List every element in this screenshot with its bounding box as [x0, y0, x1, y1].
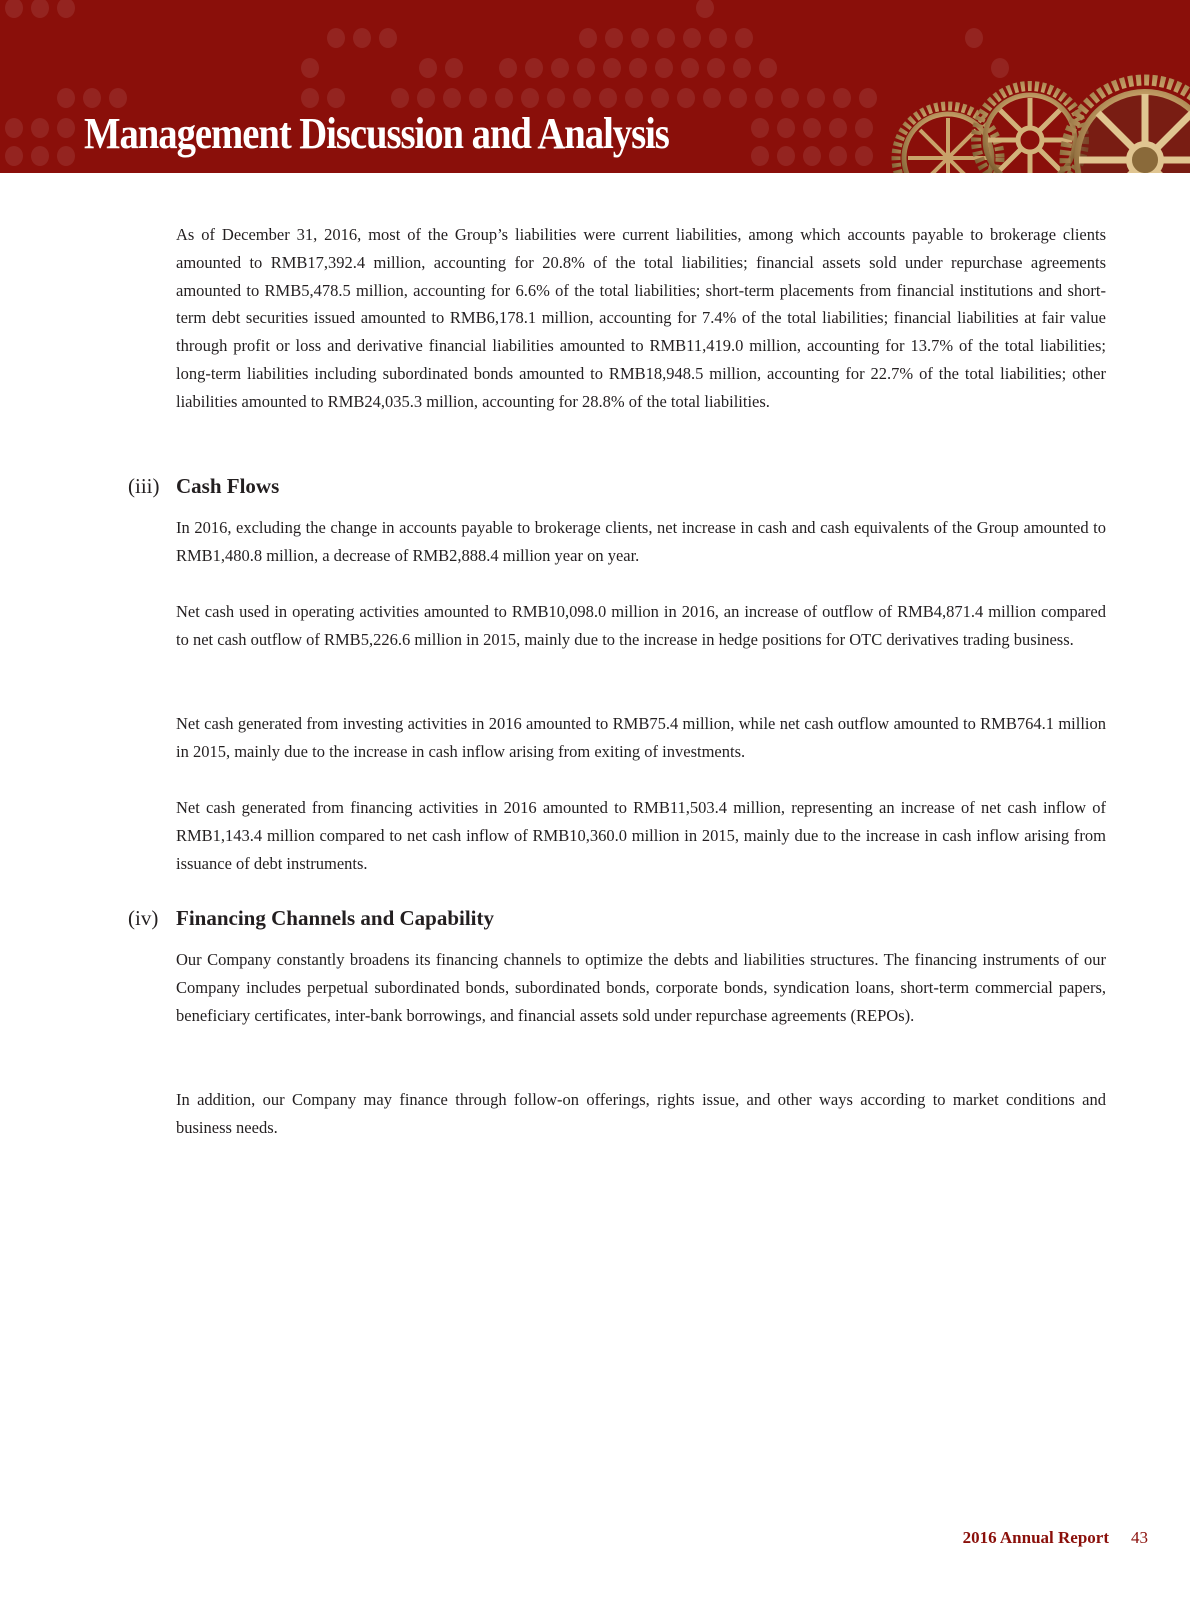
- cash-flows-paragraph-2: Net cash used in operating activities amounted to RMB10,098.0 million in 2016, an increase of outflow of RMB4,871.4 million compared to net cash outflow of RMB5,226.6 million in 2015, mainly due to the increase in hedge positions for OTC derivatives trading business.: [176, 602, 1106, 649]
- section-heading-cash-flows: [128, 474, 279, 499]
- liabilities-paragraph: As of December 31, 2016, most of the Group’s liabilities were current liabilities, among which accounts payable to brokerage clients amounted to RMB17,392.4 million, accounting for 20.8% of the total liabilities; financial assets sold under repurchase agreements amounted to RMB5,478.5 million, accounting for 6.6% of the total liabilities; short-term placements from financial institutions and short-term debt securities issued amounted to RMB6,178.1 million, accounting for 7.4% of the total liabilities; financial liabilities at fair value through profit or loss and derivative financial liabilities amounted to RMB11,419.0 million, accounting for 13.7% of the total liabilities; long-term liabilities including subordinated bonds amounted to RMB18,948.5 million, accounting for 22.7% of the total liabilities; other liabilities amounted to RMB24,035.3 million, accounting for 28.8% of the total liabilities.: [176, 225, 1106, 411]
- page-number: 43: [1131, 1528, 1148, 1547]
- section-number: (iv): [128, 906, 159, 930]
- page-footer: [963, 1528, 1148, 1548]
- section-number: (iii): [128, 474, 160, 498]
- section-heading-financing-channels: [128, 906, 494, 931]
- cash-flows-paragraph-3: Net cash generated from investing activities in 2016 amounted to RMB75.4 million, while net cash outflow amounted to RMB764.1 million in 2015, mainly due to the increase in cash inflow arising from exiting of investments.: [176, 714, 1106, 761]
- financing-channels-paragraph-1: Our Company constantly broadens its financing channels to optimize the debts and liabilities structures. The financing instruments of our Company includes perpetual subordinated bonds, subordinated bonds, corporate bonds, syndication loans, short-term commercial papers, beneficiary certificates, inter-bank borrowings, and financial assets sold under repurchase agreements (REPOs).: [176, 950, 1106, 1025]
- cash-flows-paragraph-1: In 2016, excluding the change in accounts payable to brokerage clients, net increase in cash and cash equivalents of the Group amounted to RMB1,480.8 million, a decrease of RMB2,888.4 million year on year.: [176, 518, 1106, 565]
- financing-channels-paragraph-2: In addition, our Company may finance through follow-on offerings, rights issue, and other ways according to market conditions and business needs.: [176, 1090, 1106, 1137]
- cash-flows-paragraph-4: Net cash generated from financing activities in 2016 amounted to RMB11,503.4 million, representing an increase of net cash inflow of RMB1,143.4 million compared to net cash inflow of RMB10,360.0 million in 2015, mainly due to the increase in cash inflow arising from issuance of debt instruments.: [176, 798, 1106, 873]
- header-banner: [0, 0, 1190, 173]
- report-label: 2016 Annual Report: [962, 1528, 1109, 1547]
- section-title: Financing Channels and Capability: [176, 906, 495, 930]
- section-title: Cash Flows: [176, 474, 280, 498]
- gears-illustration-icon: [890, 40, 1190, 173]
- page-title: Management Discussion and Analysis: [84, 109, 669, 158]
